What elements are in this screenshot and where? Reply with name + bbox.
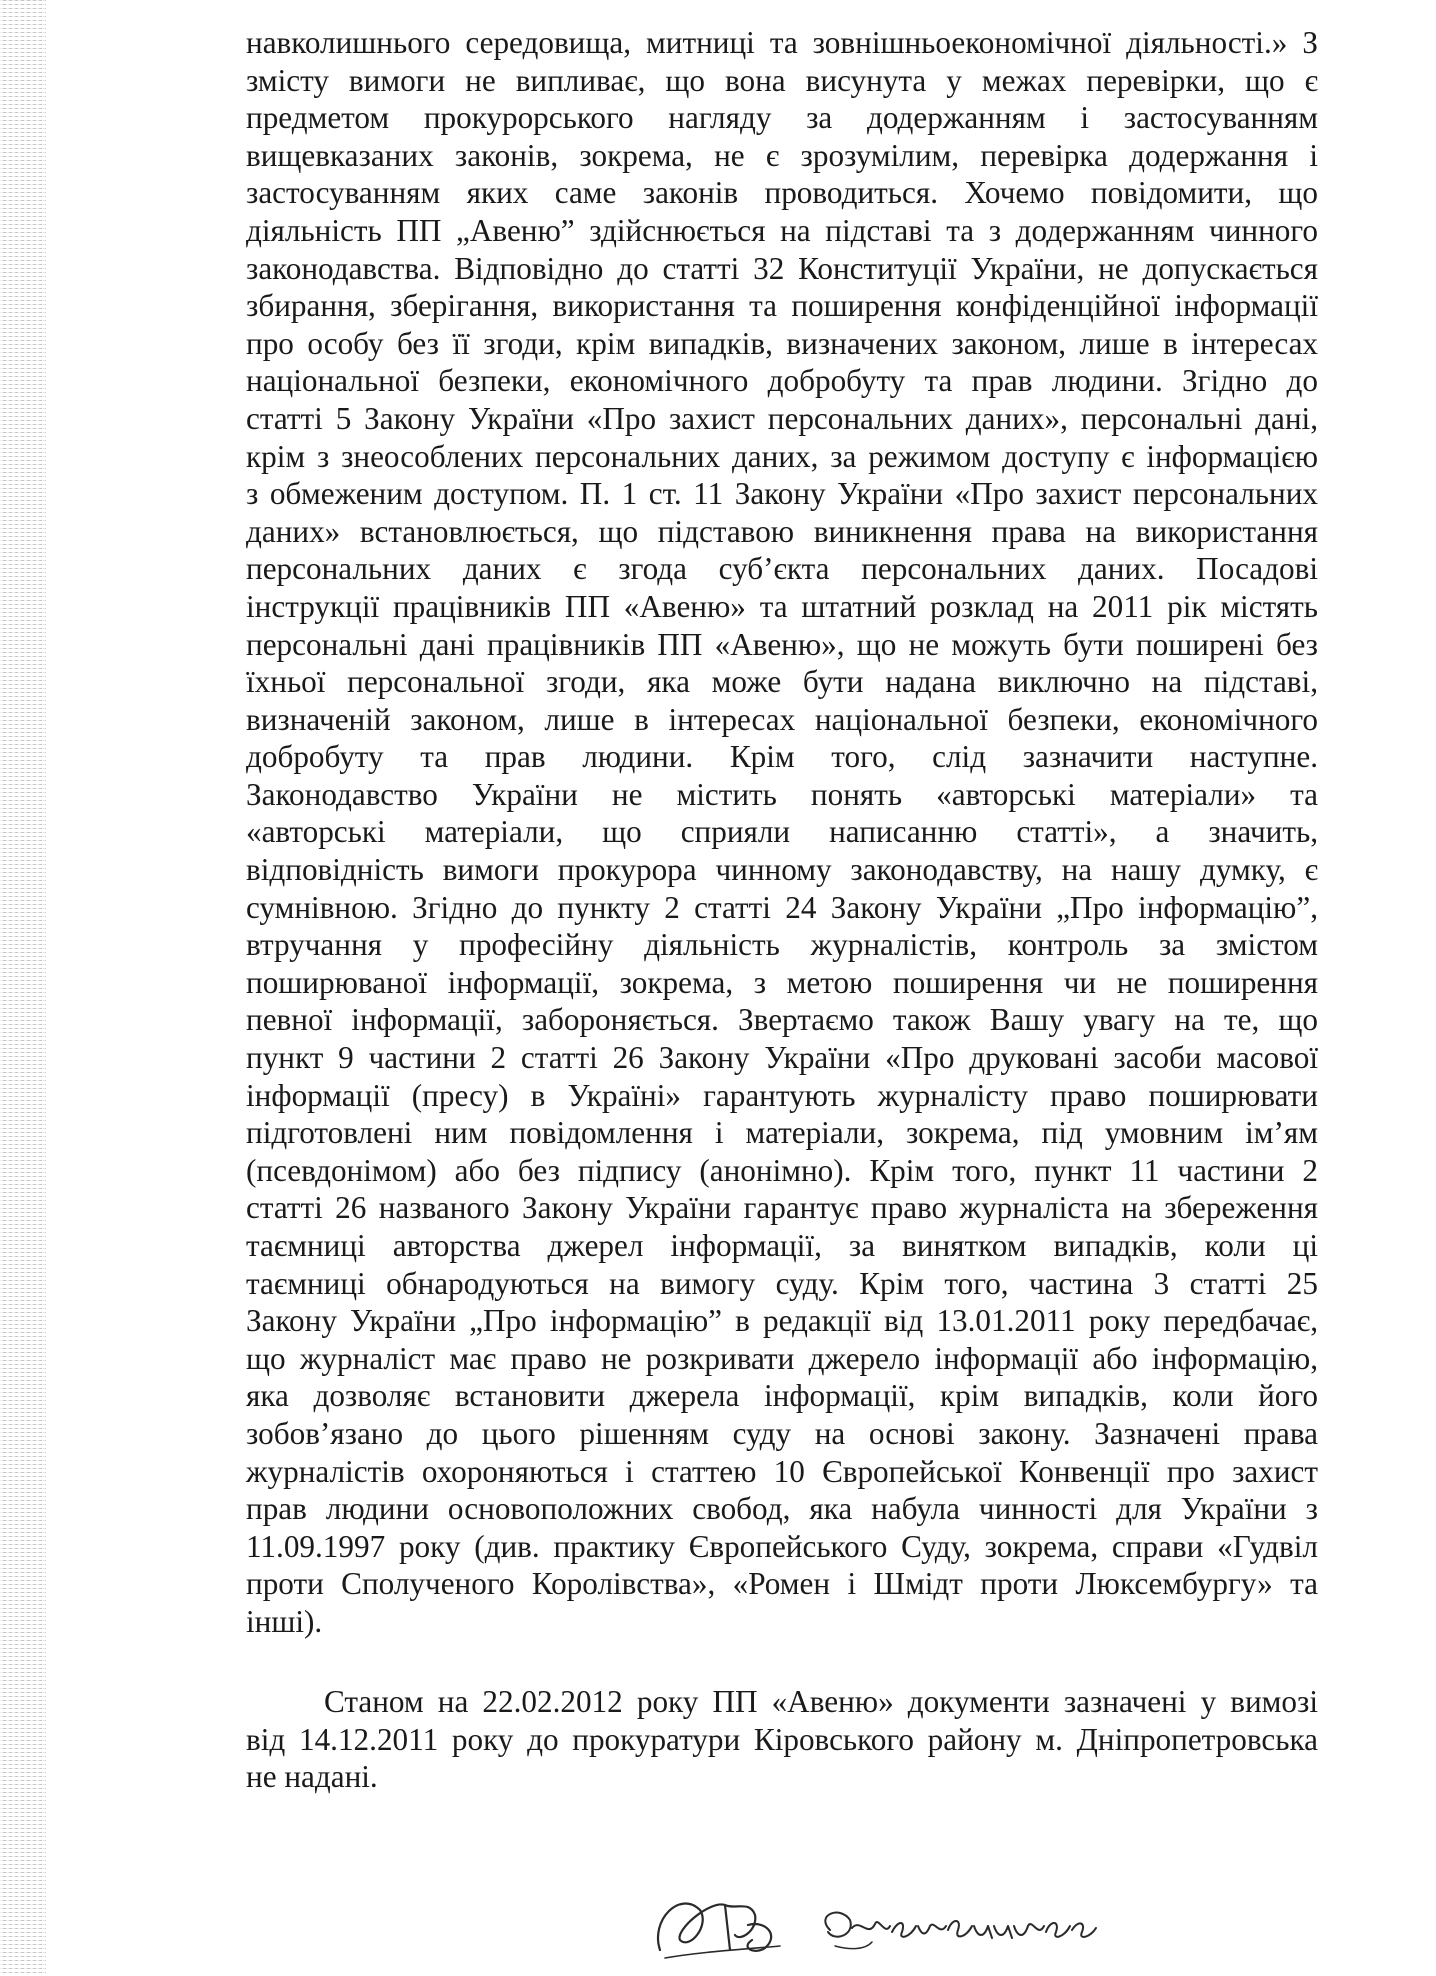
text-line: Станом на 22.02.2012 року ПП «Авеню» документи зазначені у вимозі <box>324 1684 1318 1719</box>
text-line: персональних даних є згода суб’єкта персональних даних. Посадові <box>246 551 1318 587</box>
text-line: добробуту та прав людини. Крім того, слід зазначити наступне. <box>246 739 1318 775</box>
text-line: поширюваної інформації, зокрема, з метою поширення чи не поширення <box>246 964 1318 1000</box>
text-line: певної інформації, забороняється. Звертаємо також Вашу увагу на те, що <box>246 1002 1318 1038</box>
text-line: яка дозволяє встановити джерела інформації, крім випадків, коли його <box>246 1378 1318 1414</box>
text-line: (псевдонімом) або без підпису (анонімно). Крім того, пункт 11 частини 2 <box>246 1152 1318 1188</box>
text-line: інші). <box>246 1603 323 1639</box>
text-line: їхньої персональної згоди, яка може бути надана виключно на підставі, <box>246 664 1318 700</box>
text-line: що журналіст має право не розкривати джерело інформації або інформацію, <box>246 1340 1318 1376</box>
text-line: предметом прокурорського нагляду за додержанням і застосуванням <box>246 100 1318 136</box>
text-line: крім з знеособлених персональних даних, за режимом доступу є інформацією <box>246 438 1318 474</box>
text-line: статті 26 названого Закону України гарантує право журналіста на збереження <box>246 1190 1318 1226</box>
text-line: навколишнього середовища, митниці та зовнішньоекономічної діяльності.» З <box>246 25 1318 60</box>
text-line: Закону України „Про інформацію” в редакції від 13.01.2011 року передбачає, <box>246 1303 1318 1339</box>
text-line: 11.09.1997 року (див. практику Європейського Суду, зокрема, справи «Гудвіл <box>246 1528 1318 1564</box>
text-line: проти Сполученого Королівства», «Ромен і Шмідт проти Люксембургу» та <box>246 1566 1318 1602</box>
text-line: сумнівною. Згідно до пункту 2 статті 24 Закону України „Про інформацію”, <box>246 889 1318 925</box>
text-line: від 14.12.2011 року до прокуратури Кіровського району м. Дніпропетровська <box>246 1721 1318 1757</box>
text-line: зобов’язано до цього рішенням суду на основі закону. Зазначені права <box>246 1415 1318 1451</box>
text-line: визначеній законом, лише в інтересах національної безпеки, економічного <box>246 701 1318 737</box>
text-line: відповідність вимоги прокурора чинному законодавству, на нашу думку, є <box>246 852 1318 888</box>
text-line: пункт 9 частини 2 статті 26 Закону України «Про друковані засоби масової <box>246 1040 1318 1076</box>
text-line: журналістів охороняються і статтею 10 Європейської Конвенції про захист <box>246 1453 1318 1489</box>
binding-edge <box>0 0 46 1976</box>
text-line: статті 5 Закону України «Про захист персональних даних», персональні дані, <box>246 400 1318 436</box>
text-line: прав людини основоположних свобод, яка набула чинності для України з <box>246 1491 1318 1527</box>
text-line: законодавства. Відповідно до статті 32 Конституції України, не допускається <box>246 250 1318 286</box>
text-line: збирання, зберігання, використання та поширення конфіденційної інформації <box>246 288 1318 324</box>
text-line: таємниці обнародуються на вимогу суду. Крім того, частина 3 статті 25 <box>246 1265 1318 1301</box>
text-line: національної безпеки, економічного добробуту та прав людини. Згідно до <box>246 363 1318 399</box>
text-line: інструкції працівників ПП «Авеню» та штатний розклад на 2011 рік містять <box>246 588 1318 624</box>
handwritten-signature <box>640 1880 1280 1970</box>
text-line: даних» встановлюється, що підставою виникнення права на використання <box>246 513 1318 549</box>
main-paragraph <box>246 24 1318 1641</box>
text-line: Законодавство України не містить понять «авторські матеріали» та <box>246 776 1318 812</box>
text-line: застосуванням яких саме законів проводиться. Хочемо повідомити, що <box>246 175 1318 211</box>
text-line: з обмеженим доступом. П. 1 ст. 11 Закону України «Про захист персональних <box>246 476 1318 512</box>
text-line: діяльність ПП „Авеню” здійснюється на підставі та з додержанням чинного <box>246 212 1318 248</box>
text-line: не надані. <box>246 1759 378 1795</box>
closing-paragraph <box>246 1683 1318 1796</box>
text-line: змісту вимоги не випливає, що вона висунута у межах перевірки, що є <box>246 62 1318 98</box>
text-line: про особу без її згоди, крім випадків, визначених законом, лише в інтересах <box>246 325 1318 361</box>
text-line: підготовлені ним повідомлення і матеріали, зокрема, під умовним ім’ям <box>246 1115 1318 1151</box>
signature-scribble-icon <box>640 1880 1280 1970</box>
text-line: інформації (пресу) в Україні» гарантують журналісту право поширювати <box>246 1077 1318 1113</box>
text-line: персональні дані працівників ПП «Авеню», що не можуть бути поширені без <box>246 626 1318 662</box>
text-line: втручання у професійну діяльність журналістів, контроль за змістом <box>246 927 1318 963</box>
text-line: таємниці авторства джерел інформації, за винятком випадків, коли ці <box>246 1228 1318 1263</box>
text-line: «авторські матеріали, що сприяли написанню статті», а значить, <box>246 814 1318 850</box>
text-line: вищевказаних законів, зокрема, не є зрозумілим, перевірка додержання і <box>246 137 1318 173</box>
